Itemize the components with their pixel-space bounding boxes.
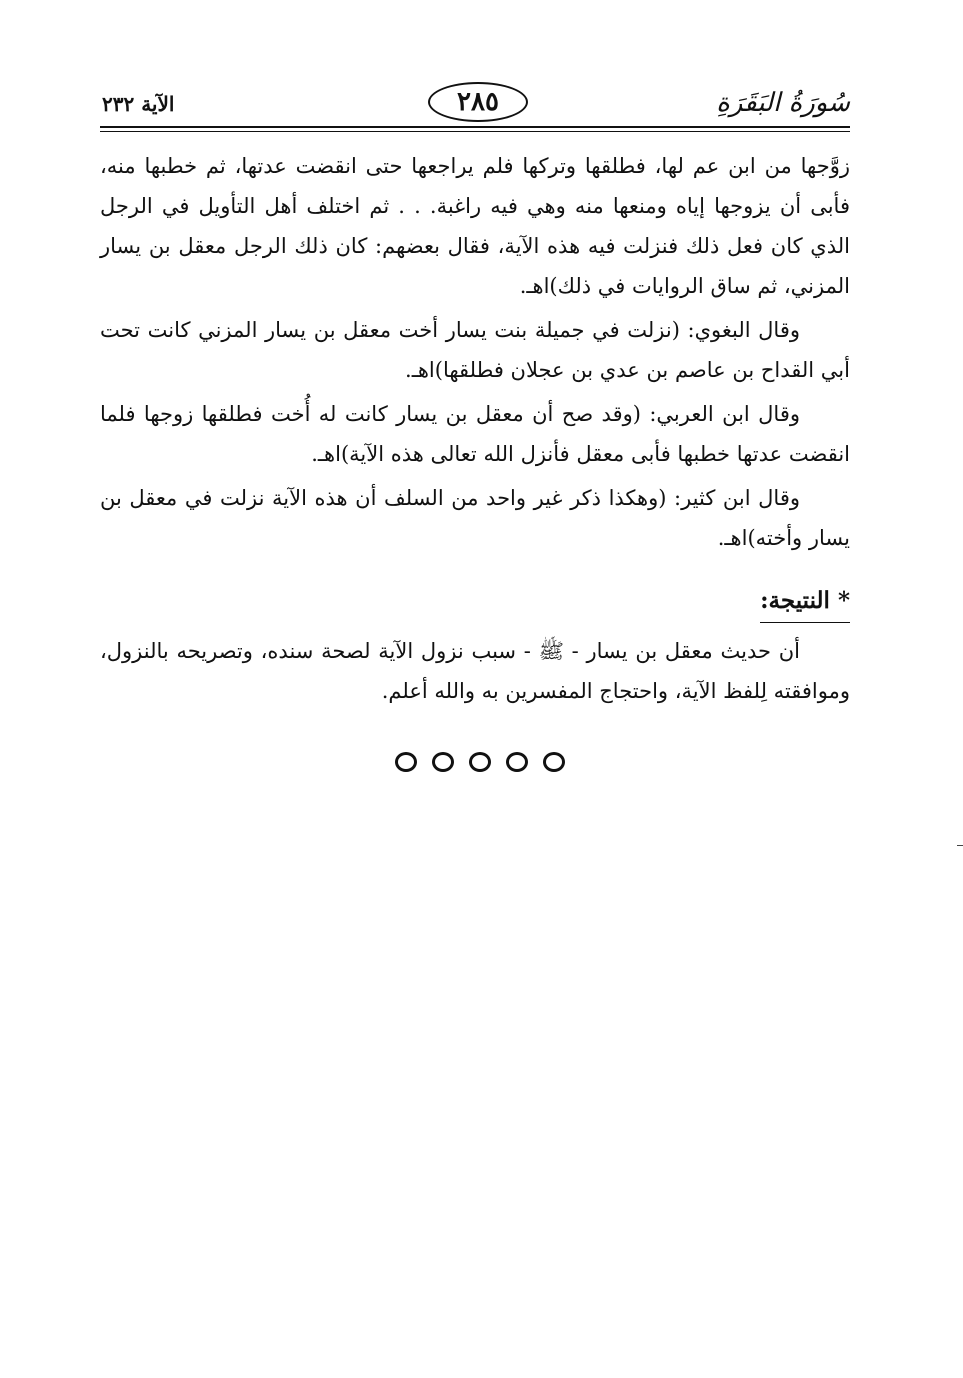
result-heading: * النتيجة: <box>760 582 850 623</box>
page-number-badge: ٢٨٥ <box>428 82 528 122</box>
header-rule-thin <box>100 131 850 132</box>
result-paragraph: أن حديث معقل بن يسار - ﷺ - سبب نزول الآية لصحة سنده، وتصريحه بالنزول، وموافقته لِلفظ الآية، واحتجاج المفسرين به والله أعلم. <box>100 639 850 703</box>
ornament-circle <box>506 752 528 772</box>
result-heading-wrap <box>100 562 850 623</box>
page-header <box>100 80 850 126</box>
ornament-circle <box>543 752 565 772</box>
section-end-ornament <box>395 752 565 772</box>
surah-title: سُورَةُ البَقَرَةِ <box>716 88 850 118</box>
paragraph: وقال ابن العربي: (وقد صح أن معقل بن يسار كانت له أُخت فطلقها زوجها فلما انقضت عدتها خطبها فأبى معقل فأنزل الله تعالى هذه الآية)اهـ. <box>100 402 850 466</box>
margin-mark <box>957 845 963 846</box>
ornament-circle <box>469 752 491 772</box>
paragraph: زوَّجها من ابن عم لها، فطلقها وتركها فلم يراجعها حتى انقضت عدتها، ثم خطبها منه، فأبى أن يزوجها إياه ومنعها منه وهي فيه راغبة. . . ثم اختلف أهل التأويل في الرجل الذي كان فعل ذلك فنزلت فيه هذه الآية، فقال بعضهم: كان ذلك الرجل معقل بن يسار المزني، ثم ساق الروايات في ذلك)اهـ. <box>100 154 850 298</box>
page-body <box>100 146 850 715</box>
ornament-circle <box>395 752 417 772</box>
paragraph: وقال البغوي: (نزلت في جميلة بنت يسار أخت معقل بن يسار المزني كانت تحت أبي القداح بن عاصم بن عدي بن عجلان فطلقها)اهـ. <box>100 318 850 382</box>
ornament-circle <box>432 752 454 772</box>
header-rule <box>100 126 850 128</box>
paragraph: وقال ابن كثير: (وهكذا ذكر غير واحد من السلف أن هذه الآية نزلت في معقل بن يسار وأخته)اهـ. <box>100 486 850 550</box>
verse-label: الآية ٢٣٢ <box>102 92 175 116</box>
